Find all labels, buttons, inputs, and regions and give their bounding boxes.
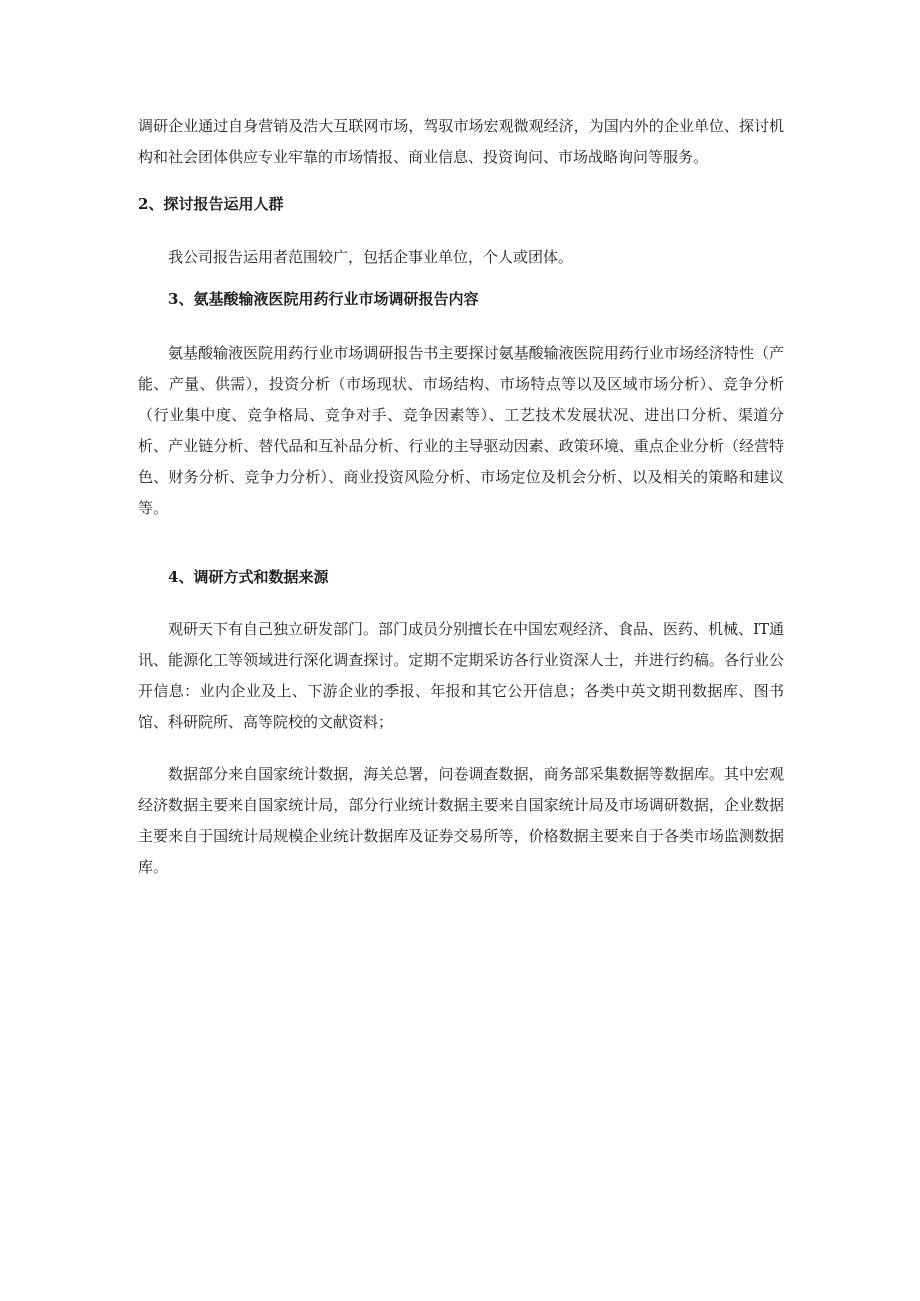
section-2-heading [138,193,283,215]
section-2-number: 2 [138,195,149,213]
section-2-title: 、探讨报告运用人群 [148,195,284,213]
section-4-heading [168,566,328,588]
section-4-number: 4 [168,568,179,586]
intro-paragraph: 调研企业通过自身营销及浩大互联网市场，驾驭市场宏观微观经济，为国内外的企业单位、探讨机构和社会团体供应专业牢靠的市场情报、商业信息、投资询问、市场战略询问等服务。 [138,117,784,166]
section-3-title: 、氨基酸输液医院用药行业市场调研报告内容 [178,290,479,308]
section-3-heading [168,288,478,310]
section-2-body: 我公司报告运用者范围较广，包括企事业单位，个人或团体。 [168,248,574,266]
section-4-title: 、调研方式和数据来源 [178,568,329,586]
section-4-body-1: 观研天下有自己独立研发部门。部门成员分别擅长在中国宏观经济、食品、医药、机械、IT通讯、能源化工等领域进行深化调查探讨。定期不定期采访各行业资深人士，并进行约稿。各行业公开信息：业内企业及上、下游企业的季报、年报和其它公开信息；各类中英文期刊数据库、图书馆、科研院所、高等院校的文献资料； [138,620,784,731]
section-3-body: 氨基酸输液医院用药行业市场调研报告书主要探讨氨基酸输液医院用药行业市场经济特性（产能、产量、供需），投资分析（市场现状、市场结构、市场特点等以及区域市场分析）、竞争分析（行业集中度、竞争格局、竞争对手、竞争因素等）、工艺技术发展状况、进出口分析、渠道分析、产业链分析、替代品和互补品分析、行业的主导驱动因素、政策环境、重点企业分析（经营特色、财务分析、竞争力分析）、商业投资风险分析、市场定位及机会分析、以及相关的策略和建议等。 [138,344,784,517]
section-3-number: 3 [168,290,179,308]
section-4-body-2: 数据部分来自国家统计数据，海关总署，问卷调查数据，商务部采集数据等数据库。其中宏观经济数据主要来自国家统计局，部分行业统计数据主要来自国家统计局及市场调研数据，企业数据主要来自于国统计局规模企业统计数据库及证券交易所等，价格数据主要来自于各类市场监测数据库。 [138,765,784,876]
